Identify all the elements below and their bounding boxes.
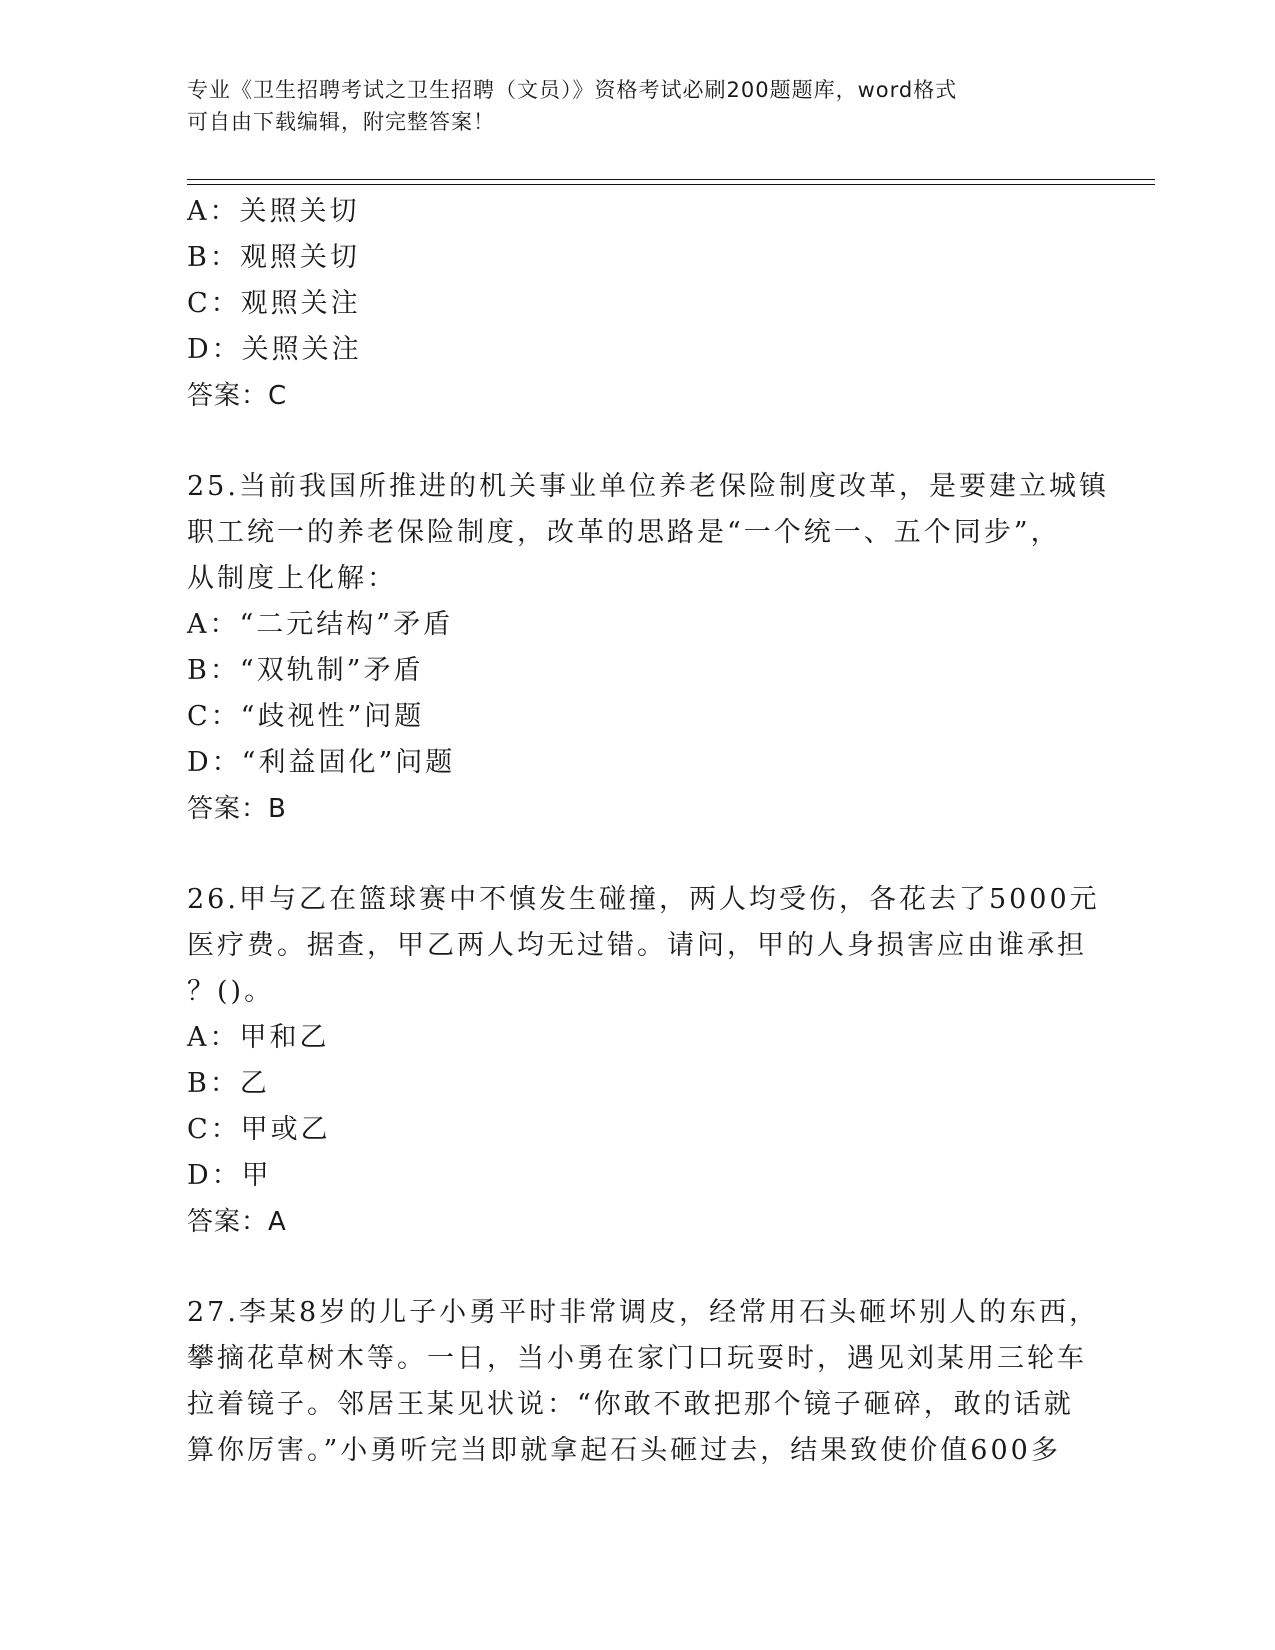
question-25 bbox=[187, 464, 1147, 832]
option-c: C：甲或乙 bbox=[187, 1114, 331, 1145]
option-d: D：甲 bbox=[187, 1160, 272, 1191]
document-header bbox=[187, 74, 1087, 138]
option-b: B：“双轨制”矛盾 bbox=[187, 655, 424, 686]
question-stem-line: 拉着镜子。邻居王某见状说：“你敢不敢把那个镜子砸碎，敢的话就 bbox=[187, 1389, 1074, 1420]
question-list bbox=[187, 189, 1147, 1474]
question-stem-line: 25.当前我国所推进的机关事业单位养老保险制度改革，是要建立城镇 bbox=[187, 471, 1109, 502]
option-c: C：“歧视性”问题 bbox=[187, 701, 425, 732]
header-divider-bottom bbox=[187, 184, 1155, 185]
option-b: B：乙 bbox=[187, 1068, 270, 1099]
option-d: D：关照关注 bbox=[187, 334, 362, 365]
question-stem-line: 26.甲与乙在篮球赛中不慎发生碰撞，两人均受伤，各花去了5000元 bbox=[187, 884, 1100, 915]
option-b: B：观照关切 bbox=[187, 242, 360, 273]
header-line-2: 可自由下载编辑，附完整答案！ bbox=[187, 110, 495, 134]
header-line-1: 专业《卫生招聘考试之卫生招聘（文员）》资格考试必刷200题题库，word格式 bbox=[187, 78, 958, 102]
question-stem-line: 27.李某8岁的儿子小勇平时非常调皮，经常用石头砸坏别人的东西， bbox=[187, 1297, 1100, 1328]
option-a: A：“二元结构”矛盾 bbox=[187, 609, 454, 640]
answer-line: 答案：C bbox=[187, 381, 288, 411]
option-c: C：观照关注 bbox=[187, 288, 361, 319]
question-spacer bbox=[187, 419, 1147, 464]
header-divider-top bbox=[187, 179, 1155, 180]
answer-line: 答案：B bbox=[187, 794, 287, 824]
option-d: D：“利益固化”问题 bbox=[187, 747, 456, 778]
question-stem-line: 从制度上化解： bbox=[187, 563, 397, 594]
question-27 bbox=[187, 1290, 1147, 1474]
question-spacer bbox=[187, 1245, 1147, 1290]
question-24 bbox=[187, 189, 1147, 419]
question-stem-line: 算你厉害。”小勇听完当即就拿起石头砸过去，结果致使价值600多 bbox=[187, 1435, 1061, 1466]
option-a: A：关照关切 bbox=[187, 196, 360, 227]
question-stem-line: 攀摘花草树木等。一日，当小勇在家门口玩耍时，遇见刘某用三轮车 bbox=[187, 1343, 1087, 1374]
answer-line: 答案：A bbox=[187, 1207, 287, 1237]
question-stem-line: ？()。 bbox=[187, 976, 275, 1007]
question-stem-line: 职工统一的养老保险制度，改革的思路是“一个统一、五个同步”， bbox=[187, 517, 1061, 548]
question-26 bbox=[187, 877, 1147, 1245]
option-a: A：甲和乙 bbox=[187, 1022, 330, 1053]
question-stem-line: 医疗费。据查，甲乙两人均无过错。请问，甲的人身损害应由谁承担 bbox=[187, 930, 1087, 961]
question-spacer bbox=[187, 832, 1147, 877]
